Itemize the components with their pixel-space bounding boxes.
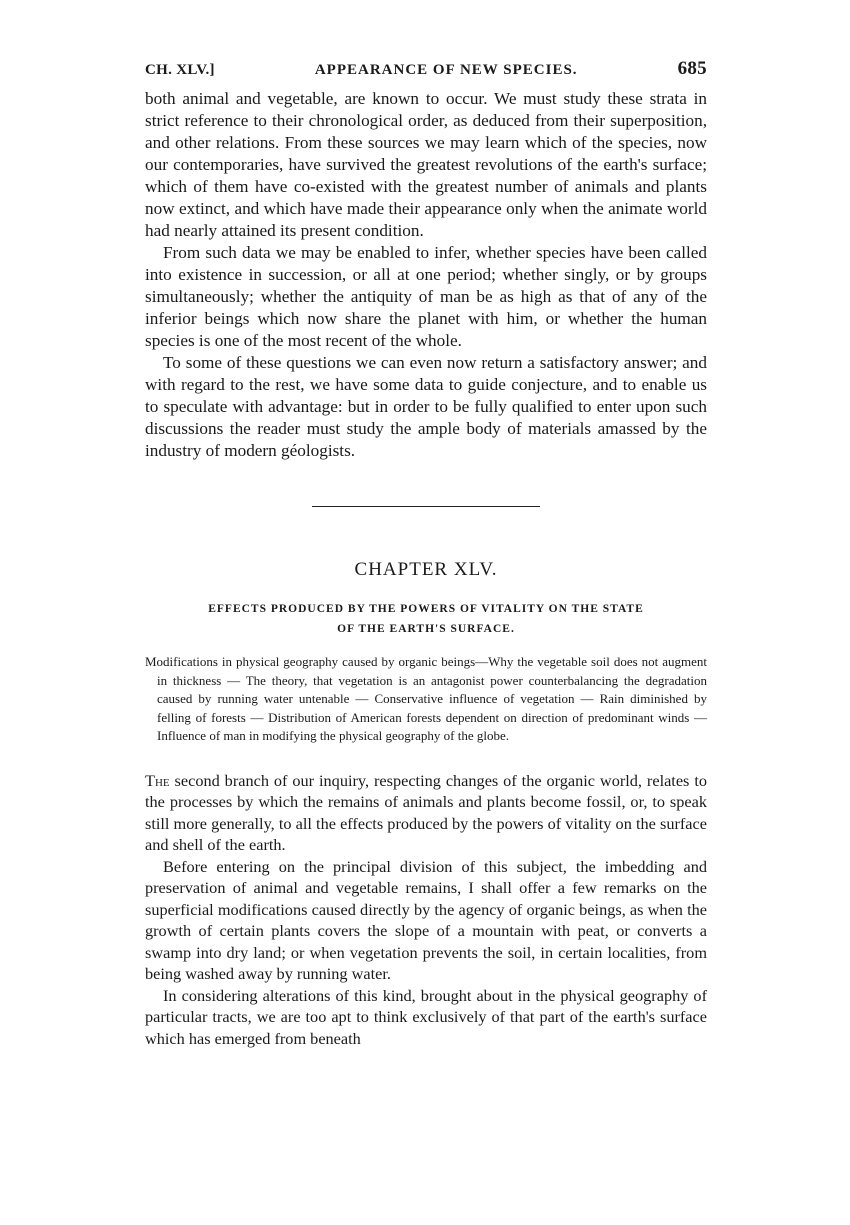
paragraph: both animal and vegetable, are known to occur. We must study these strata in strict reference to their chronological order, as deduced from their superposition, and other relations. From these sources we may learn which of the species, now our contemporaries, have survived the greatest revolutions of the earth's surface; which of them have co-existed with the greatest number of animals and plants now extinct, and which have made their appearance only when the animate world had nearly attained its present condition.: [145, 89, 707, 240]
paragraph: Before entering on the principal division of this subject, the imbedding and preservation of animal and vegetable remains, I shall offer a few remarks on the superficial modifications caused directly by the agency of organic beings, as when the growth of certain plants covers the slope of a mountain with peat, or converts a swamp into dry land; or when vegetation prevents the soil, in certain localities, from being washed away by running water.: [145, 856, 707, 983]
chapter-subtitle-line: OF THE EARTH'S SURFACE.: [337, 623, 515, 635]
lead-word: The: [145, 770, 170, 790]
chapter-subtitle-line: EFFECTS PRODUCED BY THE POWERS OF VITALITY ON THE STATE: [208, 603, 644, 615]
paragraph: In considering alterations of this kind, brought about in the physical geography of particular tracts, we are too apt to think exclusively of that part of the earth's surface which has emerged from beneath: [145, 985, 707, 1048]
paragraph: From such data we may be enabled to infer, whether species have been called into existence in succession, or all at one period; whether singly, or by groups simultaneously; whether the antiquity of man be as high as that of any of the inferior beings which now share the planet with him, or whether the human species is one of the most recent of the whole.: [145, 243, 707, 350]
header-chapter-ref: CH. XLV.]: [145, 62, 215, 78]
chapter-summary-text: Modifications in physical geography caused by organic beings—Why the vegetable soil does not augment in thickness — The theory, that vegetation is an antagonist power counterbalancing the degradation caused by running water untenable — Conservative influence of vegetation — Rain diminished by felling of forests — Distribution of American forests dependent on direction of predominant winds — Influence of man in modifying the physical geography of the globe.: [145, 654, 707, 743]
chapter-title: CHAPTER XLV.: [354, 559, 498, 580]
section-divider: [312, 506, 540, 507]
top-body-text: [145, 88, 707, 462]
paragraph-text: second branch of our inquiry, respecting changes of the organic world, relates to the processes by which the remains of animals and plants become fossil, or, to speak still more generally, to all the effects produced by the powers of vitality on the surface and shell of the earth.: [145, 770, 707, 854]
running-header: [145, 58, 707, 88]
header-title: APPEARANCE OF NEW SPECIES.: [314, 62, 578, 78]
bottom-body-text: [145, 770, 707, 1050]
chapter-subtitle: [145, 599, 707, 639]
chapter-summary: [145, 653, 707, 746]
page-number: 685: [677, 58, 707, 79]
book-page: [145, 58, 707, 1049]
paragraph: To some of these questions we can even now return a satisfactory answer; and with regard to the rest, we have some data to guide conjecture, and to enable us to speculate with advantage: but in order to be fully qualified to enter upon such discussions the reader must study the ample body of materials amassed by the industry of modern géologists.: [145, 353, 707, 460]
paragraph: [145, 770, 707, 856]
